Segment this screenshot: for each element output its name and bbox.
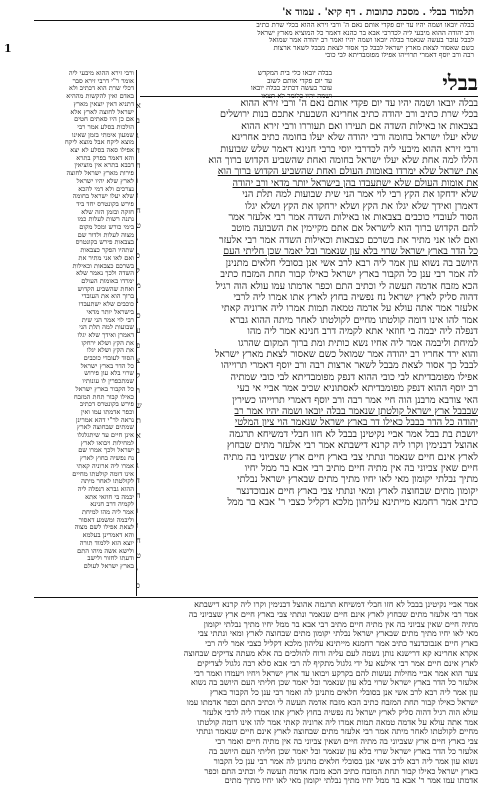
margin-mark: ב — [136, 116, 140, 125]
main-text-line: אלעזר אמר אתה עולא על אדמה טמאה תמות אמרו ליה ארוניה קאתי — [221, 303, 478, 315]
tosafot-line: יוצא הוא ללמוד תורה — [79, 539, 134, 547]
margin-mark: צ — [136, 356, 141, 365]
commentary-line: רבה ורב יוסף דאמרי תרוייהו אפילו מפומבדיתא לבי כובי — [325, 52, 474, 60]
main-text-line: האי צורבא מרבנן הוה חיי אמר רבה ורב יוסף דאמרי תרוייהו כשירין — [232, 394, 478, 406]
tosafot-line: כאילו קבור תחת המזבח — [73, 393, 134, 401]
tosafot-line: שלא יעלו ישראל בחומה — [72, 193, 134, 201]
margin-mark: א — [136, 431, 141, 440]
tosafot-commentary — [34, 70, 134, 596]
main-text — [140, 98, 478, 596]
main-text-line: דהוה סליק לארץ ישראל נח נפשיה בחוץ לארץ אתו אמרו ליה לרבי — [233, 291, 478, 303]
tosafot-line: ישראל לחוצה לארץ אלא — [70, 108, 134, 116]
margin-mark: כ — [136, 581, 140, 590]
bottom-text — [34, 600, 478, 792]
bottom-text-line: אמר אביי נקיטינן בבבל לא חזו חבלי דמשיחא תרגמה אהוצל דבנימין וקרו ליה קרנא דישבתא — [194, 600, 478, 609]
tosafot-line: חזקה ובזמן הזה שלא — [81, 208, 134, 216]
tosafot-line: ישראל ולכך אמרו שם — [78, 447, 134, 455]
divider-headword-bottom — [140, 96, 478, 97]
tosafot-line: והא דאמרינן בעלמא — [82, 532, 134, 540]
bottom-text-line: ישראל כאילו קבור תחת המזבח כתיב הכא מזבח אדמה תעשה לי וכתיב התם וכפר אדמתו עמו — [186, 697, 478, 707]
bottom-text-line: עון אמר ליה רבא לרב אשי אנן בסובלי חלאים מתנינן לה ואמר רבי ענן כל הקבור בארץ — [210, 688, 478, 698]
commentary-line: כשם שאסור לצאת מארץ ישראל לבבל כך אסור לצאת מבבל לשאר ארצות — [273, 44, 474, 52]
tosafot-line: אם כן היו סאתים חטים — [74, 116, 134, 124]
main-text-line: היושב בה נשוא עון אמר ליה רבא לרב אשי אנן בסובלי חלאים מתנינן — [225, 257, 478, 269]
main-text-line: והוא ירד אחריו רב יהודה אמר שמואל כשם שאסור לצאת מארץ ישראל — [214, 348, 478, 360]
tosafot-line: נח נפשיה בחוץ לארץ — [79, 455, 134, 463]
tosafot-line: בשרכם כצבאות וכאילות — [72, 262, 134, 270]
main-text-line: אהוצל דבנימין וקרו ליה קרנא דישבתא אמר רבי אלעזר מתים שבחוץ — [226, 440, 478, 452]
tosafot-line: בצבאות פירש בקונטרס — [75, 239, 134, 247]
bottom-text-line: אמר רבי אלעזר מתים שבחוץ לארץ אינם חיים שנאמר ונתתי צבי בארץ חיים ארץ שצביוני בה — [188, 609, 478, 619]
margin-mark: י — [136, 236, 139, 245]
margin-mark: ק — [136, 371, 141, 380]
tosafot-line: והא דאמר בפרק בתרא — [76, 154, 134, 162]
tosafot-line: ודעתו לחזור ולישב — [87, 555, 134, 563]
margin-mark: ז — [136, 191, 139, 200]
tosafot-line: את הקץ ושלא ירחקו — [81, 339, 134, 347]
margin-mark: נ — [136, 296, 139, 305]
page-header — [34, 4, 474, 21]
tosafot-line: פירות מארץ ישראל לחוצה — [66, 170, 134, 178]
margin-mark: ד — [136, 146, 140, 155]
tosafot-line: את הקץ ושלא יגלו — [86, 347, 134, 355]
bottom-text-line: נשוא עון אמר ליה רבא לרב אשי אנן בסובלי חלאים מתנינן לה אמר רבי ענן כל הקבור — [213, 756, 478, 766]
tosafot-line: שמתים שבחוצה לארץ — [76, 424, 134, 432]
bottom-text-line: מתיה חיים שאין צביוני בה אין מתיה חיים מתיב רבי אבא בר ממל יחיו מתיך נבלתי יקומון — [203, 619, 478, 629]
tosafot-line: דתניא דאין יוצאין מארץ — [73, 100, 134, 108]
bottom-text-line: אדמתו עמו אמר ר' אבא בר ממל יחיו מתיך נבלתי יקומון מאי לאו יחיו מתיך מתים — [224, 776, 478, 786]
tosafot-line: וכפר אדמתו עמו ואין — [80, 408, 134, 416]
main-text-line: דנפלה ליה יבמה בי חוזאי אתא לקמיה דרב חנינא אמר ליה מהו — [247, 326, 478, 338]
main-text-line: בצבאות או באילות השדה אם תעירו ואם תעוררו ורבי זירא ההוא — [241, 120, 478, 132]
tosafot-line: כל הדר בארץ ישראל — [80, 362, 134, 370]
margin-mark: מ — [136, 281, 141, 290]
tosafot-line: בישראל יותר מדאי — [86, 308, 134, 316]
margin-mark: א — [136, 101, 141, 110]
commentary-line: בבלה יובאו ושמה יהיו עד יום פקדי אותם נאם ה' ורבי זירא ההוא בכלי שרת כתיב — [256, 22, 474, 29]
tosafot-line: בארץ ישראל לעולם — [83, 563, 134, 570]
margin-mark: ס — [136, 311, 141, 320]
tosafot-line: לארץ שלא יהיו ישראל — [76, 177, 134, 185]
main-text-line: לה אמר רבי ענן כל הקבור בארץ ישראל כאילו קבור תחת המזבח כתיב — [220, 269, 478, 281]
main-text-line: בכלי שרת כתיב ורב יהודה כתיב אחרינא השבעתי אתכם בנות ירושלים — [219, 109, 478, 121]
bottom-text-line: אקרא אחרינא קא דרישנא נותן נשמה לעם עליה ורוח להולכים בה אלא מעתה צדיקים שבחוצה — [183, 648, 478, 658]
tosafot-line: כוכבים שלא ישתעבדו — [78, 301, 134, 309]
tosafot-line: אמרו ליה ארוניה קאתי — [76, 462, 134, 470]
headword: בבלי — [442, 70, 478, 95]
margin-mark: ו — [136, 176, 139, 185]
tosafot-line: דאמרן ואידך שלא יגלו — [77, 331, 134, 339]
margin-mark: ט — [136, 221, 141, 230]
main-text-line: כל הדר בארץ ישראל שרוי בלא עון שנאמר ובל יאמר שכן חליתי העם — [223, 246, 478, 258]
tosafot-line: לצאת אפילו לשם מצוה — [74, 524, 134, 532]
main-text-line: אפילו מפומבדיתא לבי כובי ההוא דנפק מפומבדיתא לבי כובי שמתיה — [230, 371, 478, 383]
main-text-line: ורבי זירא ההוא מיבעי ליה לכדרבי יוסי ברבי חנינא דאמר שלש שבועות — [220, 143, 478, 155]
tosafot-line: ימרדו באומות העולם — [81, 277, 134, 285]
margin-mark: ט — [136, 551, 141, 560]
divider-bottom-top — [34, 597, 478, 598]
main-text-line: לבבל כך אסור לצאת מבבל לשאר ארצות רבה ורב יוסף דאמרי תרוייהו — [221, 360, 478, 372]
tosafot-line: שמעון אימתי בזמן שאינו — [71, 131, 134, 139]
tosafot-line: שתהיו הפקר כצבאות — [80, 247, 134, 255]
main-text-line: יהודה כל הדר בבבל כאילו דר בארץ ישראל שנאמר הוי ציון המלטי — [234, 417, 478, 429]
tosafot-line: שמתכפרין לו עונותיו — [82, 378, 134, 386]
margin-mark: ה — [136, 491, 141, 500]
main-text-line: רב יוסף ההוא דנפק מפומבדיתא לאסתוניא שכיב אמר אביי אי בעי — [236, 383, 478, 395]
tosafot-line: מוצא ליקח אבל מוצא ליקח — [64, 139, 134, 147]
main-text-line: את אומות העולם שלא ישתעבדו בהן בישראל יותר מדאי ורב יהודה — [232, 177, 478, 189]
tosafot-line: נצרכים ולא דמי להכא — [78, 185, 134, 193]
rashi-line: עובר בעשה דכתיב בבלה יובאו — [250, 85, 332, 93]
margin-mark: ר — [136, 386, 140, 395]
main-text-line: בבלה יובאו ושמה יהיו עד יום פקדי אותם נאם ה' ורבי זירא ההוא — [240, 98, 478, 109]
tosafot-line: לקולטתו לאחר מיתה — [81, 478, 134, 486]
tosafot-line: ורבי זירא ההוא מיבעי ליה — [68, 70, 134, 77]
margin-mark: ז — [136, 521, 139, 530]
main-text-line: את ישראל שלא ימרדו באומות העולם ואחת שהשביע הקדוש ברוך הוא — [217, 166, 478, 178]
tosafot-line: פירש בקונטרס יחד ביד — [76, 200, 134, 208]
margin-mark: פ — [136, 341, 141, 350]
tosafot-line: מצוה לעלות ולדור שם — [77, 231, 134, 239]
folio-mark: 1 — [4, 42, 12, 55]
main-text-line: הסוד לעובדי כוכבים בצבאות או באילות השדה אמר רבי אלעזר אמר — [228, 212, 478, 224]
main-text-line: הכא מזבח אדמה תעשה לי וכתיב התם וכפר אדמתו עמו עולא הוה רגיל — [215, 280, 478, 292]
tosafot-line: יבמה בי חוזאי אתא — [85, 493, 134, 501]
tosafot-line: אפילו סאה בסלע לא יצא — [70, 147, 134, 155]
bottom-text-line: אלעזר כל הדר בארץ ישראל שרוי בלא עון שנאמר ובל יאמר שכן חליתי העם היושב בה נשוא — [190, 678, 478, 688]
margin-mark: ג — [136, 461, 139, 470]
tosafot-line: פירש בקונטרס דכתיב — [79, 401, 134, 409]
tosafot-line: ההוא גברא דנפלה ליה — [77, 485, 134, 493]
rashi-line: בבלה יובאו כלי בית המקדש — [257, 70, 332, 77]
main-text-line: ואם לאו אני מתיר את בשרכם כצבאות וכאילות השדה אמר רבי אלעזר — [218, 234, 478, 246]
margin-marks — [136, 98, 146, 596]
main-text-line: חיים שאין צביוני בה אין מתיה חיים מתיב רבי אבא בר ממל יחיו — [244, 463, 478, 474]
bottom-text-line: אלעזר כל הדר בארץ ישראל שרוי בלא עון שנאמר ובל יאמר שכן חליתי העם היושב בה — [208, 746, 478, 756]
main-text-line: שלא יעלו ישראל בחומה ורבי יהודה שלא יעלו בחומה כתיב אחרינא — [231, 132, 478, 144]
main-text-line: כתיב אמר רחמנא מייתינא עליהון מלכא דקליל כצבי ר' אבא בר ממל — [227, 497, 478, 509]
tosafot-line: בימי כורש ומכל מקום — [79, 224, 134, 232]
bottom-text-line: בארץ ישראל כאילו קבור תחת המזבח כתיב הכא מזבח אדמה תעשה לי וכתיב התם וכפר — [204, 766, 478, 776]
bottom-text-line: עולא הוה רגיל דהוה סליק לארץ ישראל נח נפשיה בחוץ לארץ אתו אמרו ליה לרבי אלעזר — [202, 707, 478, 717]
top-commentary — [34, 22, 474, 68]
rashi-line: עד יום פקדי אותם לשוב — [267, 77, 332, 85]
margin-mark: ג — [136, 131, 139, 140]
tosafot-line: נראה לר"י דהא אמרינן — [75, 416, 134, 424]
tosafot-line: דבבא בתרא אין מוציאין — [74, 162, 134, 170]
tosafot-line: אומר ר"י דרבי זירא סבר — [72, 77, 134, 85]
bottom-text-line: מאי לאו יחיו מתיך מתים שבארץ ישראל נבלתי יקומון מתים שבחוצה לארץ ומאי ונתתי צבי — [197, 629, 478, 639]
margin-mark: ת — [136, 416, 141, 425]
tosafot-line: וליבמה ומשמע דאסור — [78, 516, 134, 524]
tosafot-line: רבי לוי אמר הני שית — [81, 316, 134, 324]
main-text-line: הללו למה אחת שלא יעלו ישראל בחומה ואחת שהשביע הקדוש ברוך הוא — [208, 155, 478, 167]
margin-mark: ח — [136, 206, 141, 215]
tosafot-line: דכלי שרת הוא דכתיב ולא — [68, 85, 134, 93]
tosafot-line: ואחת שהשביע הקדוש — [77, 285, 134, 293]
main-text-line: יקומון מתים שבחוצה לארץ ומאי ונתתי צבי בארץ חיים אנבוכדנצר — [236, 485, 478, 497]
margin-mark: ע — [136, 326, 141, 335]
tosafot-line: שרוי בלא עון פירוש — [84, 370, 134, 378]
margin-mark: ל — [136, 266, 140, 275]
bottom-text-line: אמר אתה עולא על אדמה טמאה תמות אמרו ליה ארוניה קאתי אמר להו אינו דומה קולטתו — [197, 717, 478, 727]
tosafot-line: באדם ואין להקשות מההיא — [66, 93, 134, 101]
tosafot-line: שבועות למה תלת הני — [79, 324, 134, 332]
tosafot-line: למחילות ויבואו לארץ — [80, 439, 134, 447]
margin-mark: ש — [136, 401, 142, 410]
commentary-line: לבבל עובר בעשה שנאמר בבלה יובאו ושמה יהיו ואמר רב יהודה אמר שמואל — [269, 37, 474, 45]
margin-mark: ב — [136, 446, 140, 455]
tosafot-line: לקמיה דרב חנינא — [90, 501, 134, 509]
main-text-line: למיחת וליבמה אמר ליה אחיו נשא כותית ומת ברוך המקום שהרגו — [237, 337, 478, 349]
tosafot-line: השדה ולכך נאמר שלא — [76, 270, 134, 278]
tosafot-line: אינן חיים עד שיתגלגלו — [77, 432, 134, 440]
main-text-line: להם הקדוש ברוך הוא לישראל אם אתם מקיימין את השבועה מוטב — [231, 223, 478, 235]
commentary-line: ורב יהודה ההוא מיבעי ליה לכדרבי אבא בר כהנא דאמר כל המוציא מארץ ישראל — [257, 29, 474, 37]
margin-mark: כ — [136, 251, 140, 260]
main-text-line: לארץ אינם חיים שנאמר ונתתי צבי בארץ חיים ארץ שצביוני בה מתיה — [223, 451, 478, 463]
tosafot-line: הסוד לעובדי כוכבים — [83, 355, 134, 363]
margin-mark: ח — [136, 536, 141, 545]
tosafot-line: הולכות בסלע אמר רבי — [77, 123, 134, 131]
margin-mark: ה — [136, 161, 141, 170]
margin-mark: י — [136, 566, 139, 575]
tosafot-line: ברוך הוא את העובדי — [81, 293, 134, 301]
bottom-text-line: מחיים לקולטתו לאחר מיתה אמר רבי אלעזר מתים שבחוצה לארץ אינם חיים שנאמר ונתתי — [196, 727, 478, 737]
page-title: תלמוד בבלי . מסכת כתובות . דף קיא' . עמוד א' — [282, 6, 474, 18]
margin-mark: ד — [136, 476, 140, 485]
main-text-line: יושבת בת בבל אמר אביי נקיטינן בבבל לא חזו חבלי דמשיחא תרגמה — [229, 428, 478, 440]
bottom-text-line: בארץ חיים אנבוכדנצר כתיב אמר רחמנא מייתינא עליהון מלכא דקליל כצבי אמר ליה רבי — [205, 639, 478, 649]
main-text-line: אמר להו אינו דומה קולטתו מחיים לקולטתו לאחר מיתה ההוא גברא — [229, 314, 478, 326]
main-text-line: מתיך נבלתי יקומון מאי לאו יחיו מתיך מתים שבארץ ישראל נבלתי — [237, 474, 478, 486]
bottom-text-line: צבי בארץ חיים ארץ שצביוני בה מתיה חיים ושאין צביוני בה אין מתיה חיים ואמר רבי — [215, 737, 478, 747]
tosafot-line: אמר ליה מהו למיחת — [81, 509, 134, 517]
tosafot-line: כל הקבור בארץ ישראל — [75, 385, 134, 393]
main-text-line: שלא ידחקו את הקץ רבי לוי אמר הני שית שבועות למה תלת הני — [242, 189, 478, 201]
tosafot-line: ואם לאו אני מתיר את — [78, 254, 134, 262]
tosafot-line: ולישא אשה מיהו התם — [77, 547, 134, 555]
main-text-line: שבבבל ארץ ישראל קולטתן שנאמר בבלה יובאו ושמה יהיו אמר רב — [234, 405, 478, 417]
bottom-text-line: לארץ אינם חיים אמר רבי אילעא על ידי גלגול מתקיף לה רבי אבא סלא רבה גלגול לצדיקים — [197, 658, 478, 668]
margin-mark: ו — [136, 506, 139, 515]
tosafot-line: אינו דומה קולטתו מחיים — [72, 470, 134, 478]
bottom-text-line: צער הוא אמר אביי מחילות נעשות להם בקרקע ויבואו עד ארץ ישראל ויחיו ויעמדו ואמר רבי — [193, 668, 478, 678]
tosafot-line: נתנה רשות לעלות כמו — [77, 216, 134, 224]
main-text-line: דאמרן ואידך שלא יגלו את הקץ ושלא ירחקו את הקץ ושלא יגלו — [244, 200, 478, 212]
